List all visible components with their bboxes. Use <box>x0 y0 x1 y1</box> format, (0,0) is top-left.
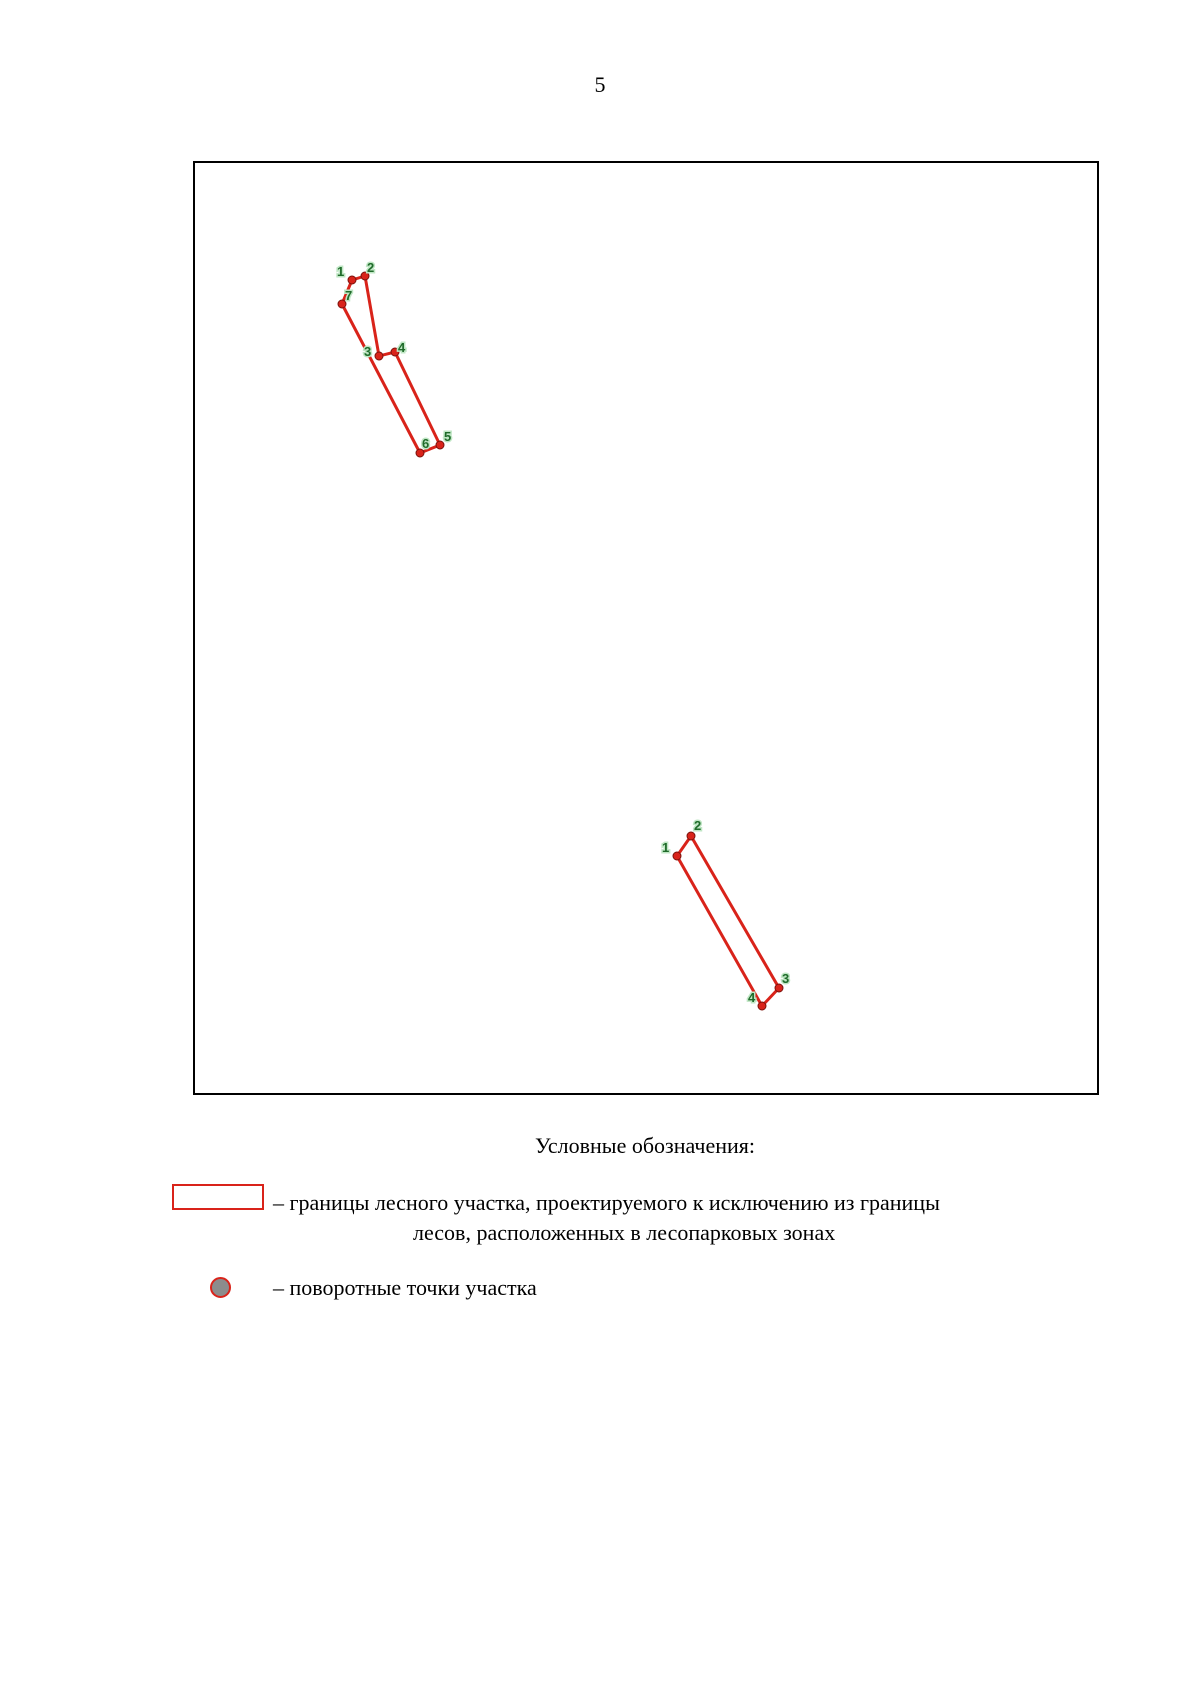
point-label: 1 <box>662 840 670 855</box>
legend-title: Условные обозначения: <box>534 1133 756 1158</box>
turning-point <box>436 441 444 449</box>
point-label: 3 <box>364 344 372 359</box>
plot-2 <box>662 818 789 1010</box>
plot-2-boundary <box>677 836 779 1006</box>
legend-point-swatch <box>210 1277 231 1298</box>
turning-point <box>348 276 356 284</box>
point-label: 3 <box>782 971 790 986</box>
point-label: 5 <box>444 429 452 444</box>
legend-boundary-text-line2: лесов, расположенных в лесопарковых зонах <box>413 1220 836 1245</box>
point-label: 2 <box>367 260 375 275</box>
legend-boundary-swatch <box>172 1184 264 1210</box>
turning-point <box>673 852 681 860</box>
point-label: 7 <box>345 288 353 303</box>
point-label: 6 <box>422 436 430 451</box>
point-label: 1 <box>337 264 345 279</box>
legend-boundary-text-line1: – границы лесного участка, проектируемого к исключению из границы <box>273 1190 940 1215</box>
point-label: 4 <box>748 990 756 1005</box>
point-label: 4 <box>398 340 406 355</box>
legend-point-text: – поворотные точки участка <box>273 1275 537 1300</box>
plot-1 <box>337 260 451 457</box>
turning-point <box>687 832 695 840</box>
page-number: 5 <box>594 72 606 97</box>
legend-boundary-text <box>273 1188 1033 1248</box>
turning-point <box>375 352 383 360</box>
plot-1-boundary <box>342 276 440 453</box>
turning-point <box>758 1002 766 1010</box>
point-label: 2 <box>694 818 702 833</box>
